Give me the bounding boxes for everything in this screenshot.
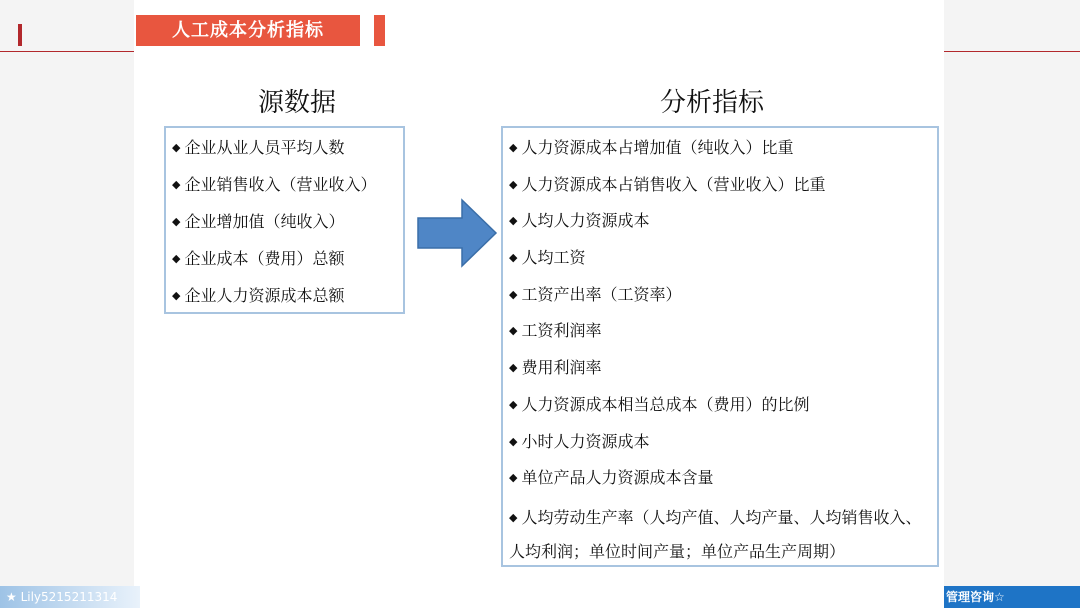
analysis-item: ◆ 人均人力资源成本 xyxy=(509,211,650,231)
analysis-item: ◆ 人力资源成本占销售收入（营业收入）比重 xyxy=(509,174,826,194)
diamond-bullet-icon: ◆ xyxy=(509,177,518,191)
title-accent-bar xyxy=(374,15,385,46)
analysis-heading: 分析指标 xyxy=(660,88,765,118)
right-arrow-icon xyxy=(416,198,498,268)
diamond-bullet-icon: ◆ xyxy=(509,510,518,524)
diamond-bullet-icon: ◆ xyxy=(509,251,518,265)
analysis-item: ◆ 人均工资 xyxy=(509,248,586,268)
footer-watermark-left: ★ Lily5215211314 xyxy=(0,586,140,608)
diamond-bullet-icon: ◆ xyxy=(509,434,518,448)
analysis-item: ◆ 小时人力资源成本 xyxy=(509,431,650,451)
source-item: ◆ 企业销售收入（营业收入） xyxy=(172,175,377,194)
source-item: ◆ 企业从业人员平均人数 xyxy=(172,138,345,157)
left-accent-bar xyxy=(18,24,22,46)
source-item: ◆ 企业人力资源成本总额 xyxy=(172,286,345,305)
analysis-item: ◆ 工资利润率 xyxy=(509,321,602,341)
analysis-item: ◆ 工资产出率（工资率） xyxy=(509,284,682,304)
source-heading: 源数据 xyxy=(258,88,337,118)
header-rule-left xyxy=(0,51,140,52)
diamond-bullet-icon: ◆ xyxy=(509,361,518,375)
diamond-bullet-icon: ◆ xyxy=(172,289,181,302)
analysis-item: ◆ 人均劳动生产率（人均产值、人均产量、人均销售收入、人均利润；单位时间产量；单位产品生产周期） xyxy=(509,507,922,561)
diamond-bullet-icon: ◆ xyxy=(509,471,518,485)
diamond-bullet-icon: ◆ xyxy=(172,252,181,265)
diamond-bullet-icon: ◆ xyxy=(509,324,518,338)
source-item: ◆ 企业增加值（纯收入） xyxy=(172,212,345,231)
slide-title: 人工成本分析指标 xyxy=(136,15,360,46)
analysis-indicators-box xyxy=(501,126,939,567)
diamond-bullet-icon: ◆ xyxy=(172,215,181,228)
analysis-item: ◆ 人力资源成本相当总成本（费用）的比例 xyxy=(509,394,810,414)
analysis-item: ◆ 费用利润率 xyxy=(509,358,602,378)
diamond-bullet-icon: ◆ xyxy=(509,214,518,228)
source-data-box xyxy=(164,126,405,314)
diamond-bullet-icon: ◆ xyxy=(509,141,518,154)
source-item: ◆ 企业成本（费用）总额 xyxy=(172,249,345,268)
header-rule-right xyxy=(944,51,1080,52)
footer-watermark-right: 管理咨询☆ xyxy=(944,586,1080,608)
diamond-bullet-icon: ◆ xyxy=(172,178,181,191)
diamond-bullet-icon: ◆ xyxy=(509,287,518,301)
diamond-bullet-icon: ◆ xyxy=(172,141,181,154)
analysis-item: ◆ 单位产品人力资源成本含量 xyxy=(509,468,714,488)
analysis-item: ◆ 人力资源成本占增加值（纯收入）比重 xyxy=(509,138,794,157)
diamond-bullet-icon: ◆ xyxy=(509,397,518,411)
